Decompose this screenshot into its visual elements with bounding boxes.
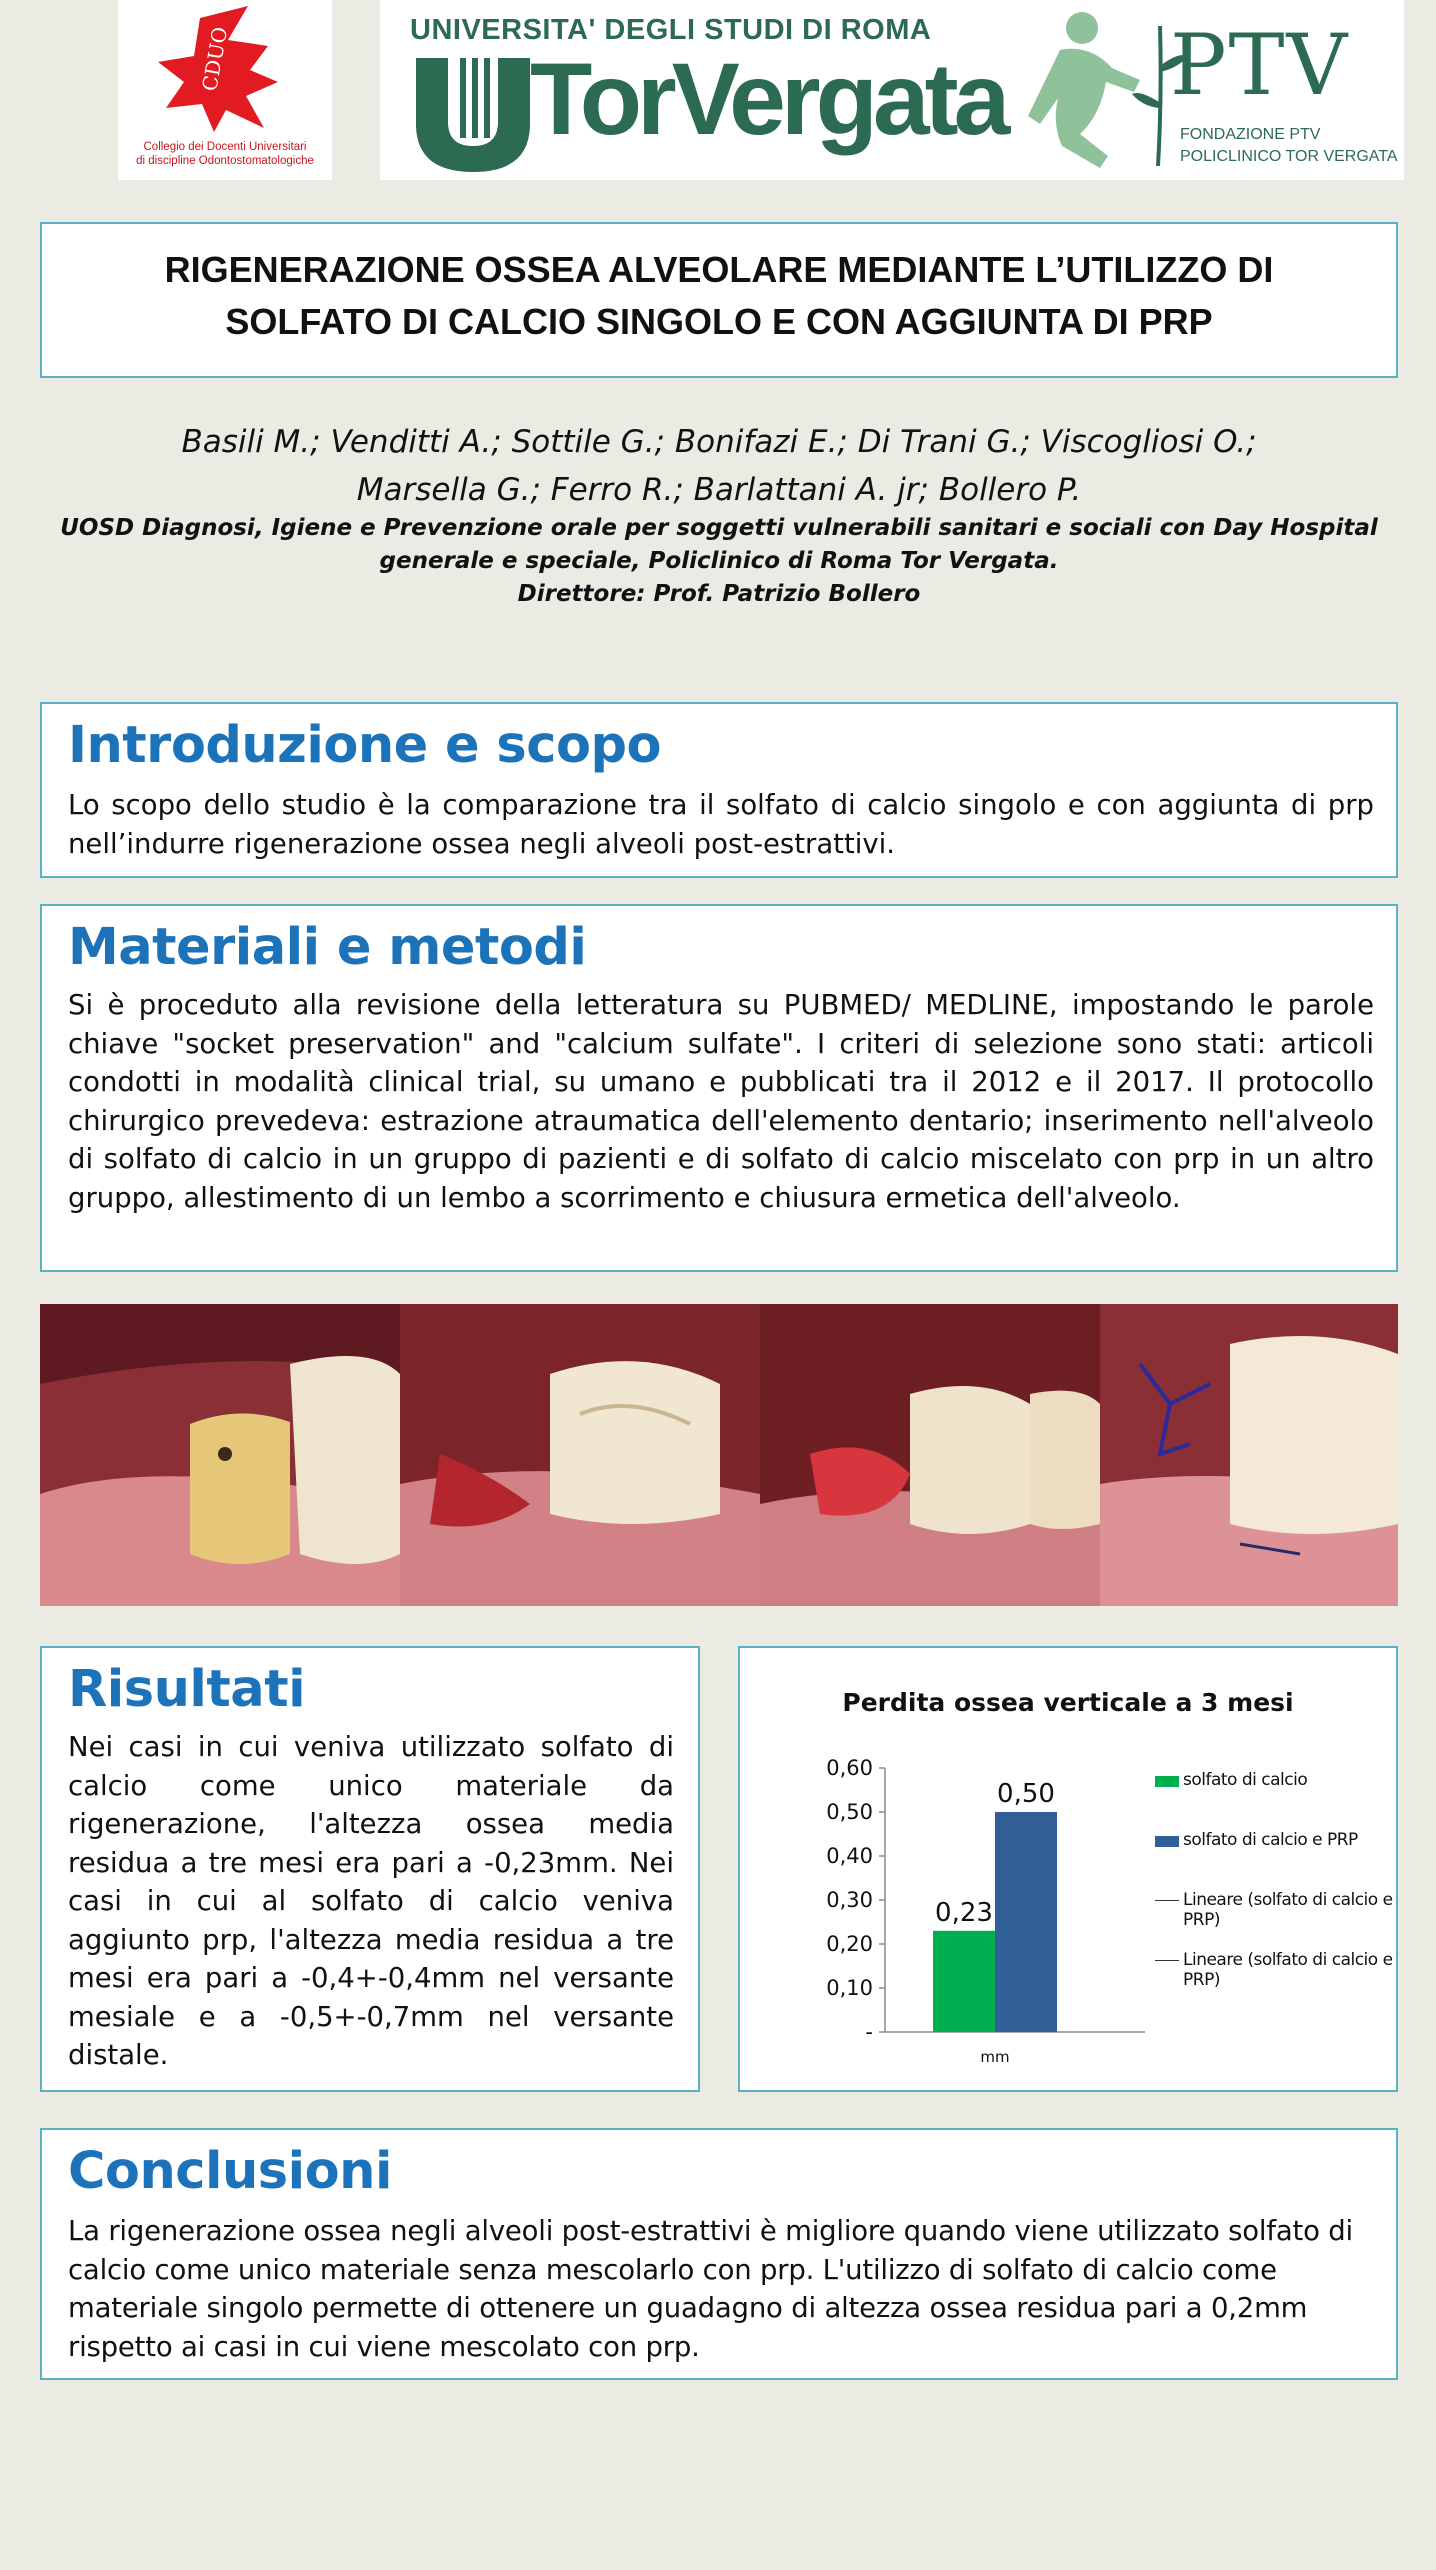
affiliation (40, 512, 1398, 611)
legend-swatch (1155, 1776, 1179, 1787)
clinical-photo-2 (400, 1304, 760, 1606)
y-tick-label: 0,20 (826, 1932, 873, 1956)
cduo-logo (118, 0, 332, 180)
legend-line (1155, 1960, 1179, 1961)
affiliation-line: generale e speciale, Policlinico di Roma Tor Vergata. (379, 548, 1059, 574)
intro-text: Lo scopo dello studio è la comparazione tra il solfato di calcio singolo e con aggiunta di prp nell’indurre rigenerazione ossea negli alveoli post-estrattivi. (68, 789, 1374, 860)
legend-label: Lineare (solfato di calcio e PRP) (1183, 1950, 1393, 1990)
bar-2 (995, 1812, 1057, 2032)
authors (40, 418, 1398, 514)
cduo-mark: CDUO (197, 25, 233, 93)
data-label-1: 0,23 (935, 1897, 993, 1928)
methods-heading: Materiali e metodi (68, 918, 587, 977)
data-label-2: 0,50 (997, 1779, 1055, 1809)
ptv-subtitle-line: POLICLINICO TOR VERGATA (1180, 148, 1398, 165)
y-tick-label: 0,30 (826, 1888, 873, 1912)
legend-label: solfato di calcio e PRP (1183, 1830, 1358, 1850)
y-tick-label: - (865, 2020, 873, 2044)
authors-line: Basili M.; Venditti A.; Sottile G.; Bonifazi E.; Di Trani G.; Viscogliosi O.; (181, 424, 1257, 460)
affiliation-director: Direttore: Prof. Patrizio Bollero (517, 581, 921, 607)
results-text: Nei casi in cui veniva utilizzato solfato di calcio come unico materiale da rigenerazione, l'altezza ossea media residua a tre mesi era pari a -0,23mm. Nei casi in cui al solfato di calcio veniva aggiunto prp, l'altezza media residua a tre mesi era pari a -0,4+-0,4mm nel versante mesiale e a -0,5+-0,7mm nel versante distale. (68, 1731, 674, 2071)
y-tick-label: 0,10 (826, 1976, 873, 2000)
poster-title (42, 244, 1396, 348)
university-name: TorVergata (530, 42, 1006, 156)
clinical-photos (40, 1304, 1398, 1606)
methods-section (40, 904, 1398, 1272)
conclusions-text: La rigenerazione ossea negli alveoli post-estrattivi è migliore quando viene utilizzato solfato di calcio come unico materiale senza mescolarlo con prp. L'utilizzo di solfato di calcio come materiale singolo permette di ottenere un guadagno di altezza ossea residua pari a 0,2mm rispetto ai casi in cui viene mescolato con prp. (68, 2215, 1353, 2363)
x-category-label: mm (980, 2048, 1010, 2066)
cduo-caption-line: Collegio dei Docenti Universitari (143, 141, 307, 153)
conclusions-heading: Conclusioni (68, 2142, 392, 2201)
cduo-caption-line: di discipline Odontostomatologiche (136, 155, 314, 167)
clinical-photo-4 (1100, 1304, 1398, 1606)
results-section (40, 1646, 700, 2092)
chart-section (738, 1646, 1398, 2092)
bar-chart (740, 1748, 1160, 2068)
ptv-subtitle-line: FONDAZIONE PTV (1180, 126, 1321, 143)
legend-line (1155, 1900, 1179, 1901)
ptv-subtitle (1180, 124, 1398, 168)
clinical-photo-1 (40, 1304, 400, 1606)
methods-text: Si è proceduto alla revisione della letteratura su PUBMED/ MEDLINE, impostando le parole chiave "socket preservation" and "calcium sulfate". I criteri di selezione sono stati: articoli condotti in modalità clinical trial, su umano e pubblicati tra il 2012 e il 2017. Il protocollo chirurgico prevedeva: estrazione atraumatica dell'elemento dentario; inserimento nell'alveolo di solfato di calcio in un gruppo di pazienti e di solfato di calcio miscelato con prp in un altro gruppo, allestimento di un lembo a scorrimento e chiusura ermetica dell'alveolo. (68, 989, 1374, 1214)
conclusions-section (40, 2128, 1398, 2380)
y-tick-label: 0,40 (826, 1844, 873, 1868)
intro-heading: Introduzione e scopo (68, 716, 662, 775)
authors-line: Marsella G.; Ferro R.; Barlattani A. jr; Bollero P. (356, 472, 1082, 508)
cduo-caption (118, 140, 332, 168)
legend-swatch (1155, 1836, 1179, 1847)
clinical-photo-3 (760, 1304, 1100, 1606)
university-top-text: UNIVERSITA' DEGLI STUDI DI ROMA (410, 14, 932, 46)
affiliation-line: UOSD Diagnosi, Igiene e Prevenzione orale per soggetti vulnerabili sanitari e sociali con Day Hospital (60, 515, 1378, 541)
ptv-mark: PTV (1170, 16, 1350, 114)
bar-1 (933, 1931, 995, 2032)
intro-section (40, 702, 1398, 878)
y-tick-label: 0,60 (826, 1756, 873, 1780)
chart-title: Perdita ossea verticale a 3 mesi (842, 1688, 1294, 1717)
results-heading: Risultati (68, 1660, 306, 1719)
university-logo-banner (380, 0, 1404, 180)
legend-label: solfato di calcio (1183, 1770, 1308, 1790)
torvergata-shield-icon (408, 54, 538, 174)
title-box (40, 222, 1398, 378)
legend-label: Lineare (solfato di calcio e PRP) (1183, 1890, 1393, 1930)
ptv-figure-icon (1020, 6, 1190, 176)
title-line: SOLFATO DI CALCIO SINGOLO E CON AGGIUNTA DI PRP (225, 301, 1213, 342)
title-line: RIGENERAZIONE OSSEA ALVEOLARE MEDIANTE L’UTILIZZO DI (164, 249, 1274, 290)
y-tick-label: 0,50 (826, 1800, 873, 1824)
